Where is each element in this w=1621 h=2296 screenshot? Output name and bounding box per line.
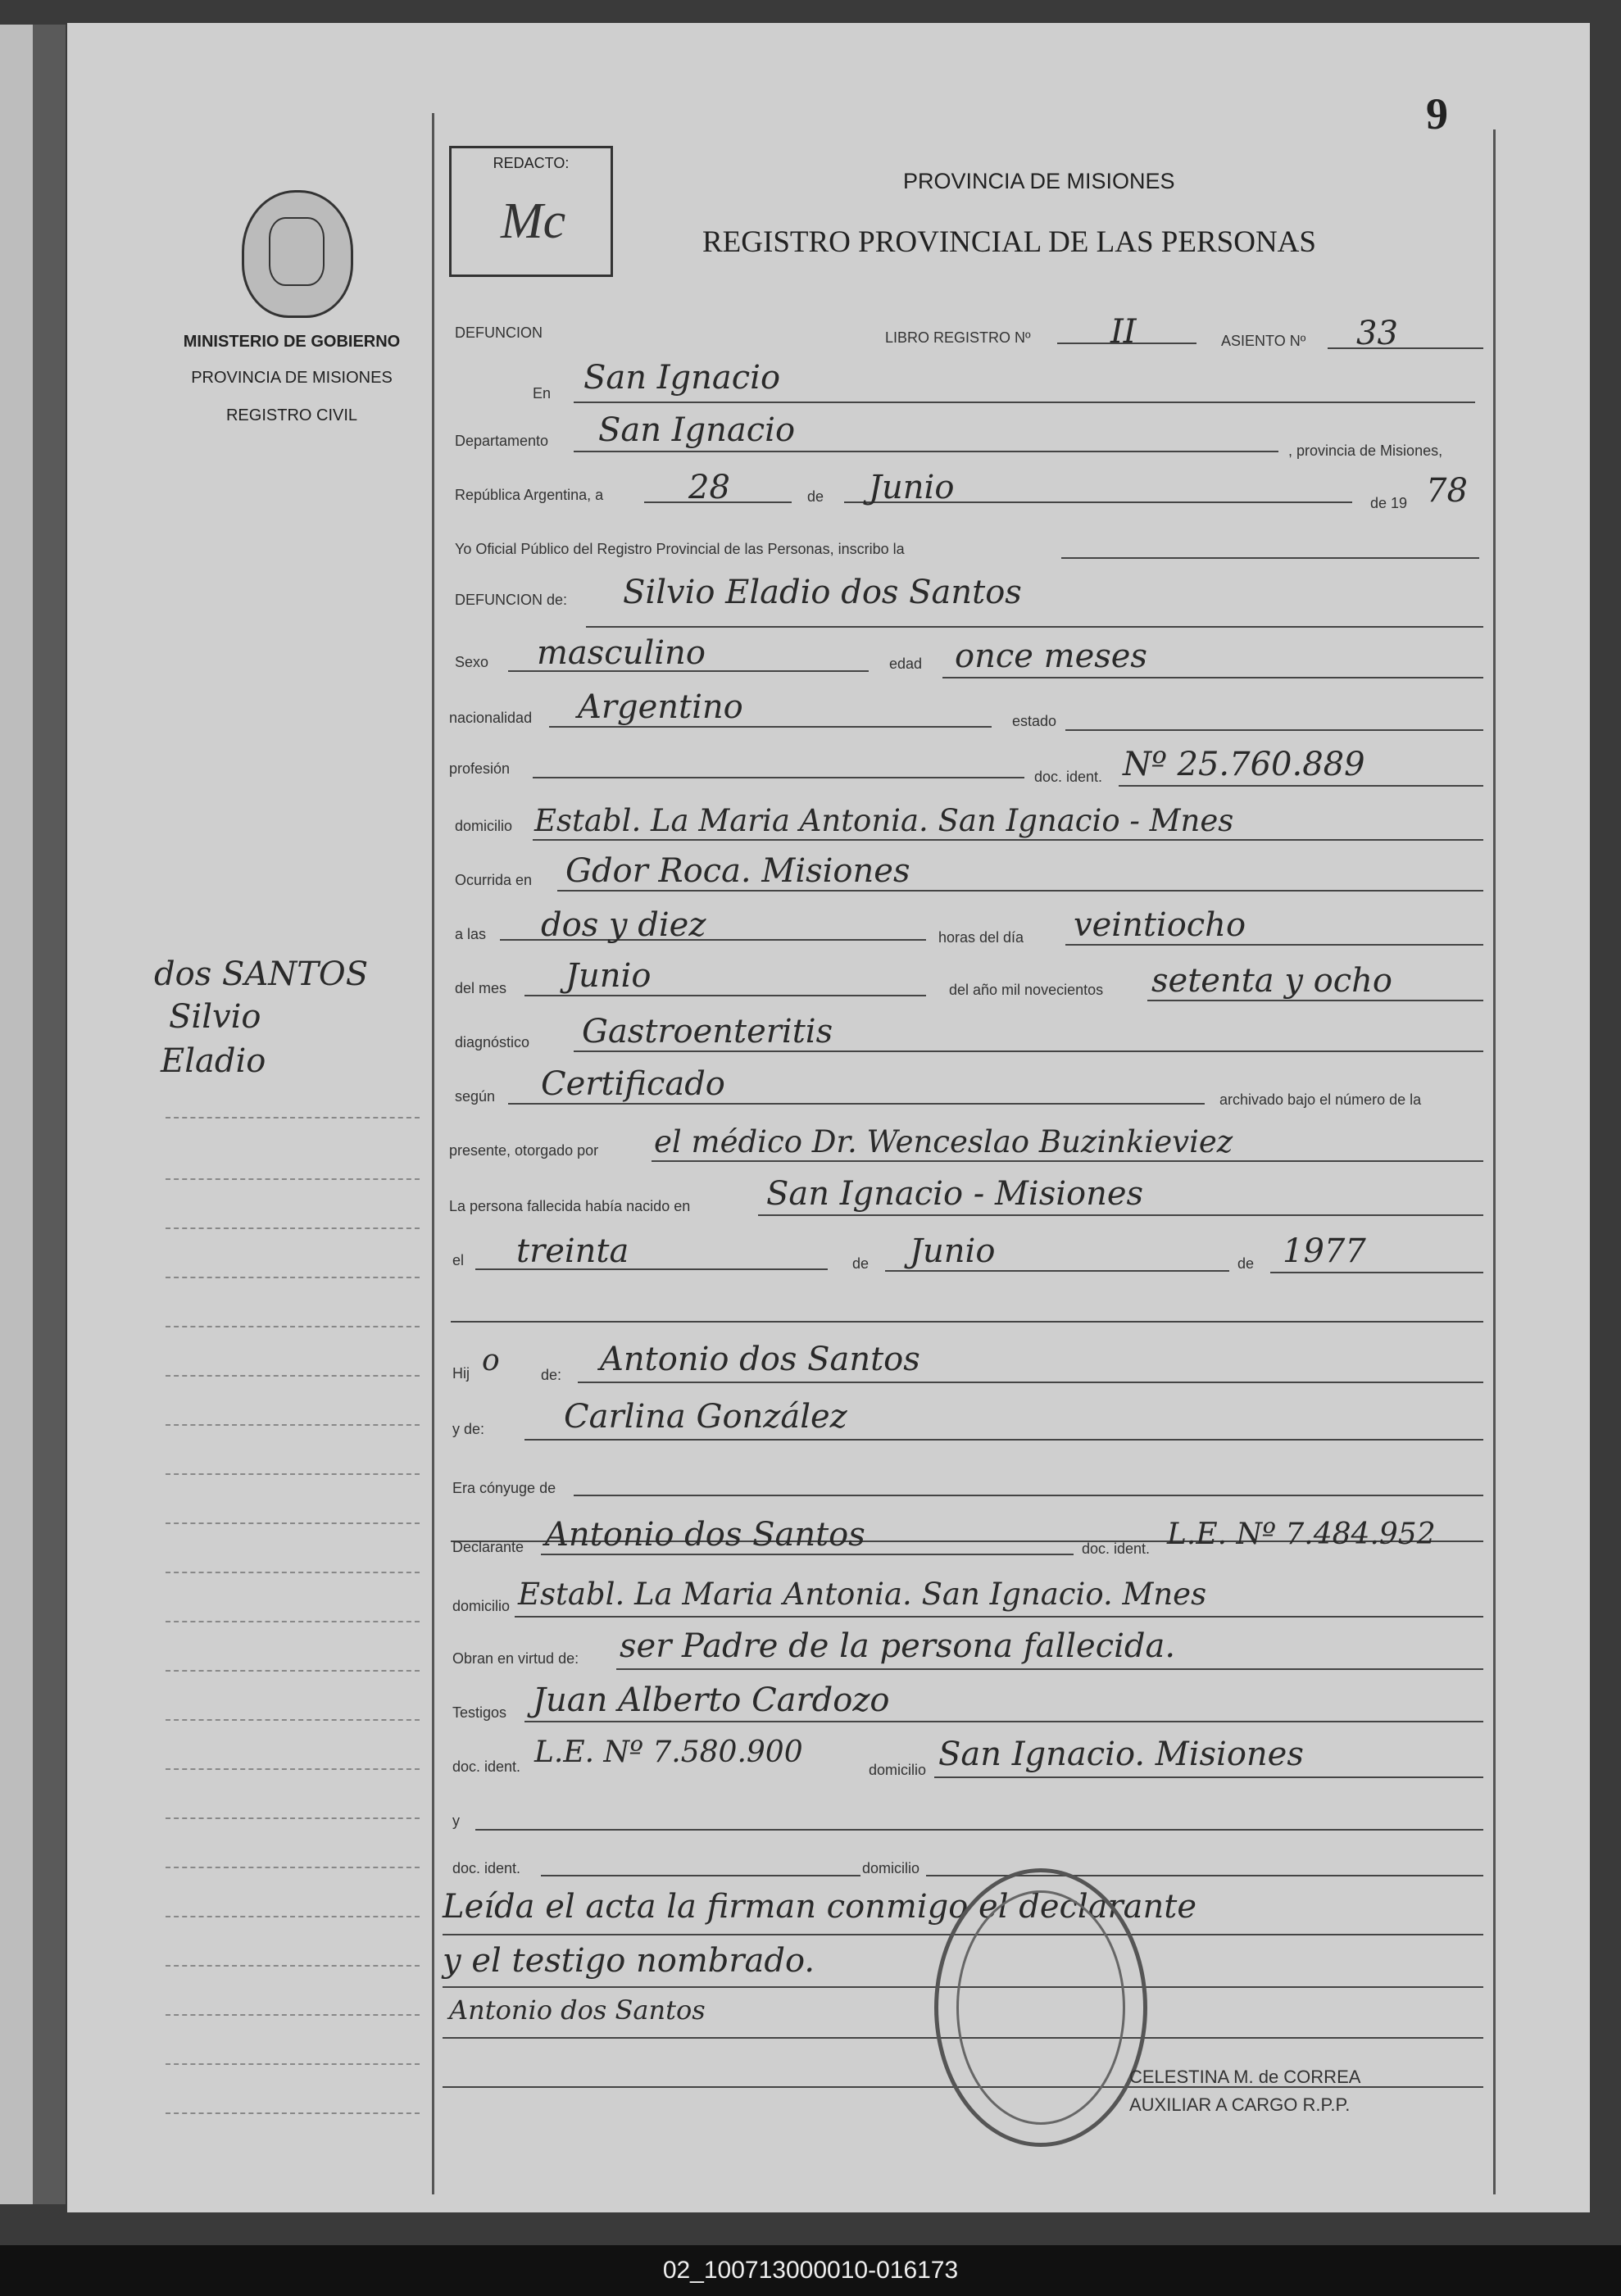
year-label: de 19 [1370,495,1408,511]
de-label-1: de [807,488,824,505]
margin-rule [166,1621,420,1622]
margin-rule [166,1916,420,1917]
margin-note-surname: dos SANTOS [154,955,369,993]
closing-line-1: Leída el acta la firman conmigo el declarante [443,1888,1197,1926]
el-label: el [452,1252,465,1268]
witness-address-label: domicilio [869,1762,927,1778]
de-label-3: de [1237,1255,1255,1272]
hours-label: horas del día [938,929,1024,946]
republic-label: República Argentina, a [455,487,604,503]
margin-rule [166,1522,420,1524]
letterhead-province: PROVINCIA DE MISIONES [191,369,393,387]
profession-label: profesión [449,760,511,777]
diagnosis-label: diagnóstico [455,1034,530,1050]
margin-rule [166,1670,420,1672]
margin-rule [166,2112,420,2114]
mother-value: Carlina González [564,1398,847,1436]
father-value: Antonio dos Santos [600,1341,920,1378]
margin-rule [166,1326,420,1327]
according-label: según [455,1088,496,1105]
entry-value: 33 [1356,315,1398,352]
born-month-value: Junio [910,1232,996,1270]
day-text-value: veintiocho [1074,906,1246,944]
issued-label: presente, otorgado por [449,1142,599,1159]
margin-rule [166,1572,420,1573]
occurred-label: Ocurrida en [455,872,533,888]
margin-rule [166,2014,420,2016]
en-value: San Ignacio [583,359,781,397]
margin-rule [166,1719,420,1721]
witness-value: Juan Alberto Cardozo [533,1681,890,1719]
margin-rule [166,1424,420,1426]
declarant-label: Declarante [452,1539,524,1555]
page-number: 9 [1426,89,1448,138]
right-border [1493,129,1496,2194]
month-value: Junio [869,469,955,506]
month2-value: Junio [565,957,652,995]
according-value: Certificado [541,1065,725,1103]
at-value: dos y diez [541,906,706,944]
letterhead-ministry: MINISTERIO DE GOBIERNO [183,333,401,351]
margin-rule [166,1817,420,1819]
year-text-value: setenta y ocho [1151,962,1392,1000]
declarant-doc-value: L.E. Nº 7.484.952 [1167,1518,1436,1551]
child-suffix: o [482,1344,500,1377]
doc2-label: doc. ident. [452,1860,521,1876]
province-suffix: , provincia de Misiones, [1288,442,1443,459]
born-label: La persona fallecida había nacido en [449,1198,691,1214]
en-label: En [533,385,552,402]
book-spine [33,25,66,2204]
scan-id-footer: 02_100713000010-016173 [0,2245,1621,2296]
margin-rule [166,1227,420,1229]
declarant-signature: Antonio dos Santos [449,1994,706,2026]
record-type-label: DEFUNCION [455,324,543,341]
letterhead-civil-registry: REGISTRO CIVIL [225,406,358,424]
doc-value: Nº 25.760.889 [1123,746,1365,783]
deceased-value: Silvio Eladio dos Santos [623,574,1022,611]
official-title: AUXILIAR A CARGO R.P.P. [1129,2094,1351,2115]
book-label: LIBRO REGISTRO Nº [885,329,1031,346]
department-value: San Ignacio [598,411,796,449]
margin-rule [166,1768,420,1770]
official-seal-icon [934,1868,1147,2147]
nationality-label: nacionalidad [449,710,533,726]
department-label: Departamento [455,433,549,449]
margin-divider [432,113,434,2194]
child-label: Hij [452,1365,470,1382]
diagnosis-value: Gastroenteritis [582,1013,833,1050]
spouse-label: Era cónyuge de [452,1480,556,1496]
witness-doc-value: L.E. Nº 7.580.900 [534,1736,803,1769]
nationality-value: Argentino [578,688,743,726]
header-province: PROVINCIA DE MISIONES [903,169,1175,193]
age-label: edad [889,656,923,672]
redacto-label: REDACTO: [493,155,570,171]
margin-rule [166,1277,420,1278]
margin-rule [166,2063,420,2065]
month-label: del mes [455,980,507,996]
margin-rule [166,1867,420,1868]
address-label: domicilio [455,818,513,834]
doc-label: doc. ident. [1034,769,1103,785]
deceased-label: DEFUNCION de: [455,592,568,608]
at-label: a las [455,926,487,942]
issued-value: el médico Dr. Wenceslao Buzinkieviez [654,1124,1233,1159]
occurred-value: Gdor Roca. Misiones [565,852,910,890]
book-value: II [1110,313,1137,351]
age-value: once meses [955,638,1147,675]
acting-label: Obran en virtud de: [452,1650,579,1667]
left-page-edge [0,25,33,2204]
archived-label: archivado bajo el número de la [1219,1091,1422,1108]
born-day-value: treinta [516,1232,629,1270]
born-year-value: 1977 [1283,1232,1366,1270]
year-value: 78 [1426,472,1468,510]
header-registry: REGISTRO PROVINCIAL DE LAS PERSONAS [702,225,1316,259]
margin-rule [166,1375,420,1377]
state-label: estado [1012,713,1057,729]
declarant-value: Antonio dos Santos [545,1516,865,1554]
acting-value: ser Padre de la persona fallecida. [620,1627,1176,1665]
margin-rule [166,1117,420,1119]
redacto-initials: Mc [501,193,566,249]
margin-rule [166,1965,420,1967]
province-emblem-icon [242,190,353,318]
margin-rule [166,1473,420,1475]
day-value: 28 [688,469,730,506]
witness-label: Testigos [452,1704,507,1721]
sex-value: masculino [537,634,706,672]
margin-note-name-2: Eladio [161,1042,266,1080]
witness-doc-label: doc. ident. [452,1758,521,1775]
declarant-address-value: Establ. La Maria Antonia. San Ignacio. Mnes [518,1577,1207,1612]
child-de-label: de: [541,1367,562,1383]
address2-label: domicilio [862,1860,920,1876]
entry-label: ASIENTO Nº [1221,333,1306,349]
closing-line-2: y el testigo nombrado. [443,1942,815,1980]
de-label-2: de [852,1255,870,1272]
margin-note-name-1: Silvio [169,998,261,1036]
officer-statement: Yo Oficial Público del Registro Provincial de las Personas, inscribo la [455,541,905,557]
address-value: Establ. La Maria Antonia. San Ignacio - Mnes [534,803,1234,838]
sex-label: Sexo [455,654,489,670]
mother-label: y de: [452,1421,485,1437]
declarant-doc-label: doc. ident. [1082,1540,1151,1557]
margin-rule [166,1178,420,1180]
y-label: y [452,1813,460,1829]
official-name: CELESTINA M. de CORREA [1129,2067,1361,2087]
declarant-address-label: domicilio [452,1598,511,1614]
born-value: San Ignacio - Misiones [766,1175,1144,1213]
year-text-label: del año mil novecientos [949,982,1104,998]
redacto-box [449,146,613,277]
witness-address-value: San Ignacio. Misiones [938,1736,1304,1773]
